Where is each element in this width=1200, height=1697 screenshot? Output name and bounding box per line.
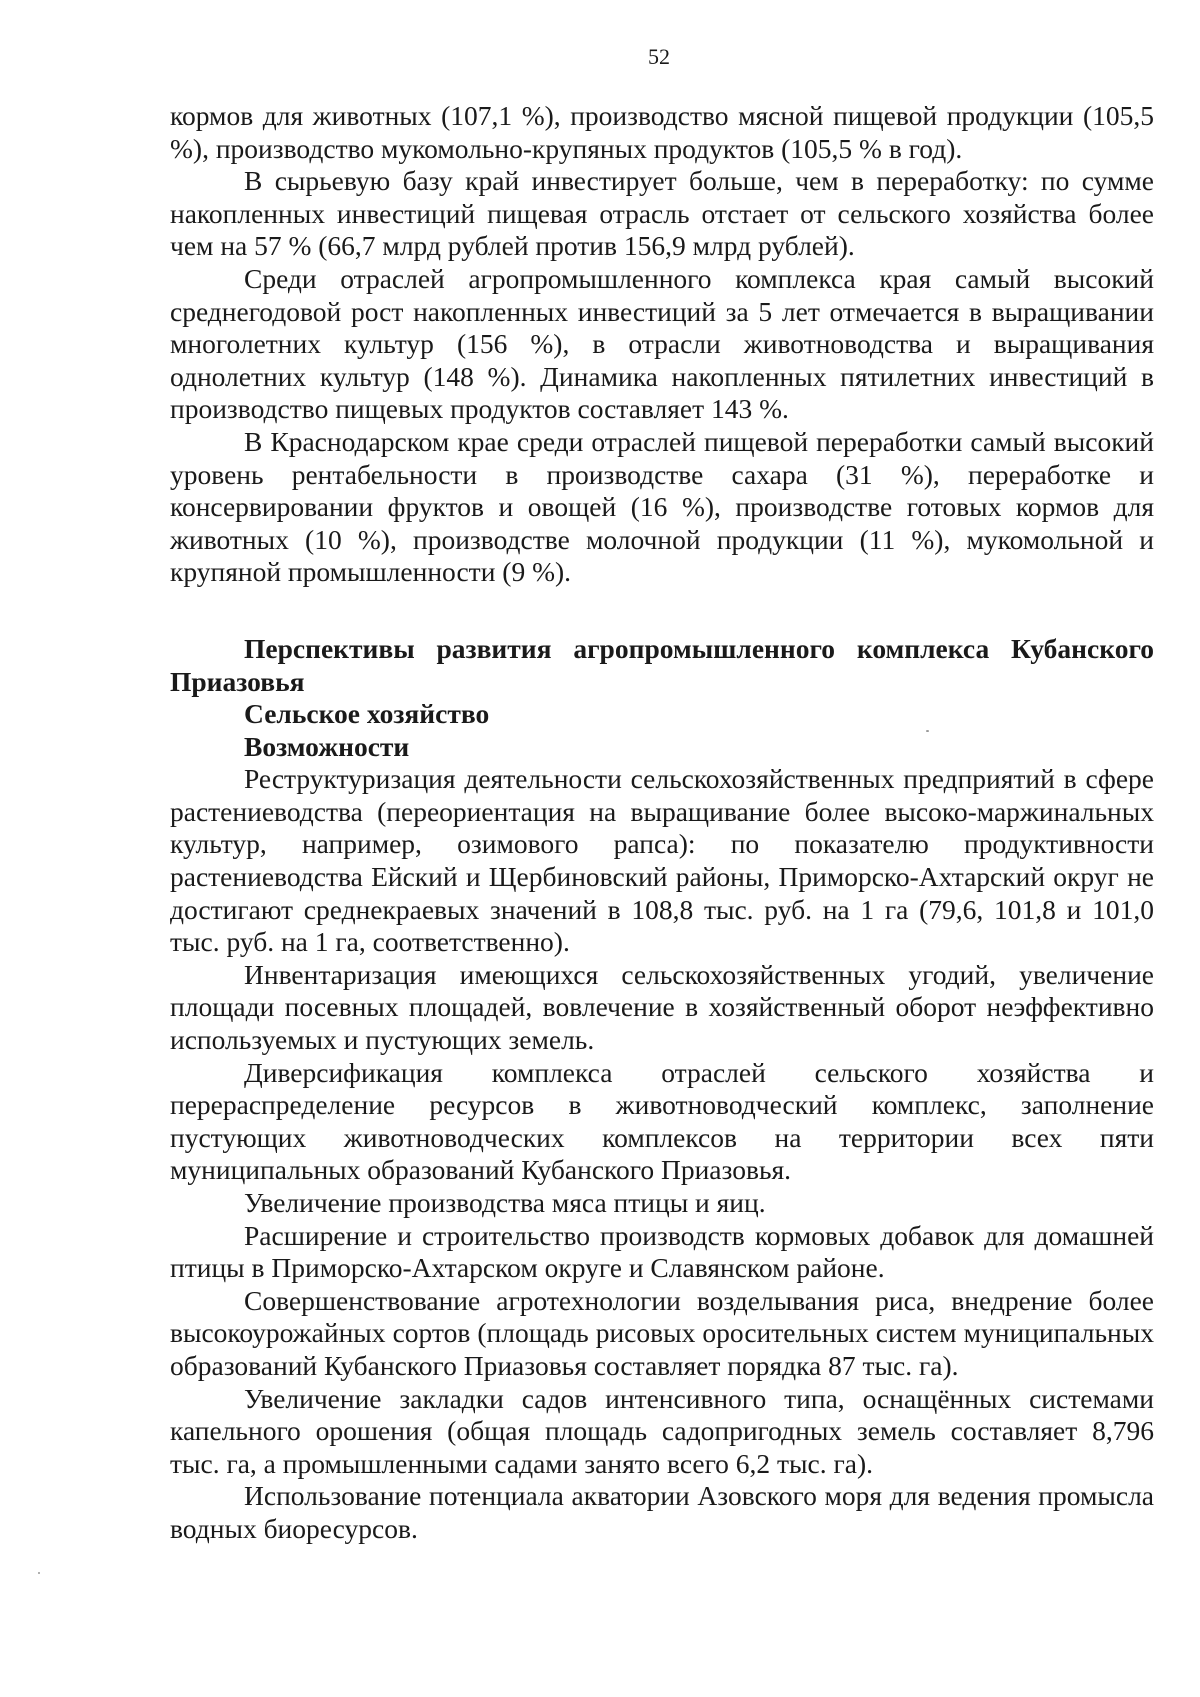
scan-speck bbox=[926, 730, 929, 732]
paragraph-feed-additives: Расширение и строительство производств кормовых добавок для домашней птицы в Приморско-Ахтарском округе и Славянском районе. bbox=[170, 1219, 1154, 1284]
page-content bbox=[170, 100, 1154, 1546]
paragraph-investment-growth: Среди отраслей агропромышленного комплекса края самый высокий среднегодовой рост накопленных инвестиций за 5 лет отмечается в выращивании многолетних культур (156 %), в отрасли животноводства и выращивания однолетних культур (148 %). Динамика накопленных пятилетних инвестиций в производство пищевых продуктов составляет 143 %. bbox=[170, 262, 1154, 425]
section-subsubheading: Возможности bbox=[244, 730, 410, 762]
section-heading: Перспективы развития агропромышленного комплекса Кубанского Приазовья bbox=[170, 632, 1154, 697]
page-number: 52 bbox=[648, 44, 670, 69]
paragraph-inventory: Инвентаризация имеющихся сельскохозяйственных угодий, увеличение площади посевных площадей, вовлечение в хозяйственный оборот неэффективно используемых и пустующих земель. bbox=[170, 958, 1154, 1056]
paragraph-profitability: В Краснодарском крае среди отраслей пищевой переработки самый высокий уровень рентабельности в производстве сахара (31 %), переработке и консервировании фруктов и овощей (16 %), производстве готовых кормов для животных (10 %), производстве молочной продукции (11 %), мукомольной и крупяной промышленности (9 %). bbox=[170, 425, 1154, 588]
paragraph-orchards: Увеличение закладки садов интенсивного типа, оснащённых системами капельного орошения (общая площадь садопригодных земель составляет 8,796 тыс. га, а промышленными садами занято всего 6,2 тыс. га). bbox=[170, 1382, 1154, 1479]
paragraph-poultry: Увеличение производства мяса птицы и яиц. bbox=[244, 1187, 766, 1218]
paragraph-investment-base: В сырьевую базу край инвестирует больше, чем в переработку: по сумме накопленных инвестиций пищевая отрасль отстает от сельского хозяйства более чем на 57 % (66,7 млрд рублей против 156,9 млрд рублей). bbox=[170, 165, 1154, 262]
paragraph-azov-sea: Использование потенциала акватории Азовского моря для ведения промысла водных биоресурсов. bbox=[170, 1480, 1154, 1544]
paragraph-rice: Совершенствование агротехнологии возделывания риса, внедрение более высокоурожайных сортов (площадь рисовых оросительных систем муниципальных образований Кубанского Приазовья составляет порядка 87 тыс. га). bbox=[170, 1284, 1154, 1381]
paragraph-restructuring: Реструктуризация деятельности сельскохозяйственных предприятий в сфере растениеводства (переориентация на выращивание более высоко-маржинальных культур, например, озимового рапса): по показателю продуктивности растениеводства Ейский и Щербиновский районы, Приморско-Ахтарский округ не достигают среднекраевых значений в 108,8 тыс. руб. на 1 га (79,6, 101,8 и 101,0 тыс. руб. на 1 га, соответственно). bbox=[170, 763, 1154, 958]
scan-speck bbox=[38, 1572, 40, 1574]
section-subheading: Сельское хозяйство bbox=[244, 698, 490, 730]
paragraph-diversification: Диверсификация комплекса отраслей сельского хозяйства и перераспределение ресурсов в животноводческий комплекс, заполнение пустующих животноводческих комплексов на территории всех пяти муниципальных образований Кубанского Приазовья. bbox=[170, 1056, 1154, 1186]
paragraph-continuation: кормов для животных (107,1 %), производство мясной пищевой продукции (105,5 %), производство мукомольно-крупяных продуктов (105,5 % в год). bbox=[170, 100, 1154, 164]
